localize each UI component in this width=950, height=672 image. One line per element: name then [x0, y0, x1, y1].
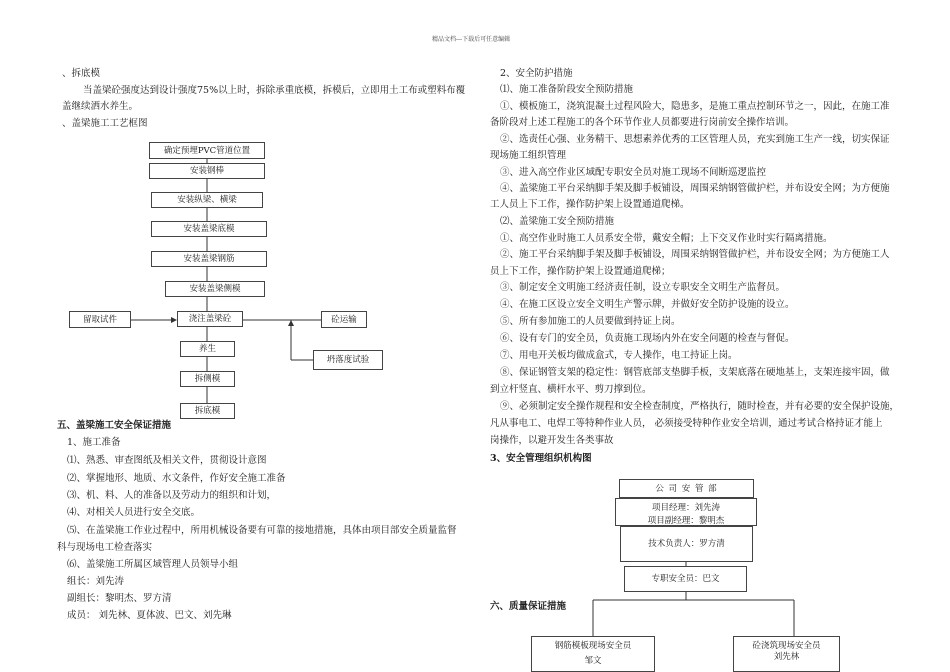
- section5-title: 五、盖梁施工安全保证措施: [57, 420, 172, 431]
- safety-line-16: ⑥、设有专门的安全员，负责施工现场内外在安全问题的检查与督促。: [500, 333, 795, 344]
- prep-item-4: ⑷、对相关人员进行安全交底。: [67, 507, 201, 518]
- safety-line-18: ⑧、保证钢管支架的稳定性：钢管底部支垫脚手板，支架底落在硬地基上，支架连接牢固，做: [500, 367, 890, 378]
- safety-line-14: ④、在施工区设立安全文明生产警示牌，并做好安全防护设施的设立。: [500, 299, 795, 310]
- flow-step-beams: 安装纵梁、横梁: [151, 192, 263, 208]
- prep-item-5: ⑸、在盖梁施工作业过程中，所用机械设备要有可靠的接地措施，具体由项目部安全质量监督: [67, 525, 457, 536]
- org-rebar-name: 邹文: [584, 656, 602, 666]
- prep-item-1: ⑴、熟悉、审查图纸及相关文件，贯彻设计意图: [67, 455, 267, 466]
- org-rebar-formwork-safety: [531, 636, 655, 672]
- section3-title: 3、安全管理组织机构图: [490, 453, 592, 464]
- safety-line-13: ③、制定安全文明施工经济责任制，设立专职安全文明生产监督员。: [500, 282, 786, 293]
- safety-line-9: ⑵、盖梁施工安全预防措施: [500, 216, 615, 227]
- flowchart-title: 、盖梁施工工艺框图: [62, 118, 148, 129]
- safety-line-21: 凡从事电工、电焊工等特种作业人员， 必须接受特种作业安全培训，通过考试合格持证才能上: [490, 418, 883, 429]
- org-concrete-name: 刘先林: [773, 652, 800, 662]
- flow-side-transport: 砼运输: [321, 311, 367, 328]
- flow-step-rebar: 安装盖梁钢筋: [151, 251, 267, 267]
- section2-title: 2、安全防护措施: [500, 68, 573, 79]
- safety-line-4: ②、选责任心强、业务精干、思想素养优秀的工区管理人员，充实到施工生产一线，切实保证: [500, 134, 890, 145]
- prep-item-6: ⑹、盖梁施工所属区域管理人员领导小组: [67, 559, 239, 570]
- safety-line-10: ①、高空作业时施工人员系安全带，戴安全帽；上下交叉作业时实行隔离措施。: [500, 233, 833, 244]
- safety-line-6: ③、进入高空作业区域配专职安全员对施工现场不间断巡逻监控: [500, 167, 767, 178]
- flow-step-side-form: 安装盖梁侧模: [165, 281, 265, 297]
- flow-step-steel-bar: 安装钢棒: [149, 163, 265, 179]
- safety-line-8: 工人员上下工作，操作防护架上设置通道爬梯。: [490, 199, 690, 210]
- safety-line-12: 员上下工作，操作防护架上设置通道爬梯；: [490, 266, 671, 277]
- flow-step-remove-bottom: 拆底模: [180, 403, 235, 419]
- section6-title: 六、质量保证措施: [490, 601, 567, 612]
- page-header: 精品文档---下载后可任意编辑: [432, 36, 511, 43]
- safety-line-19: 到立杆竖直、横杆水平、剪刀撑到位。: [490, 384, 652, 395]
- flow-step-pvc: 确定预埋PVC管道位置: [149, 142, 265, 159]
- team-leader: 组长：刘先涛: [67, 576, 125, 587]
- org-company-safety-dept: 公 司 安 管 部: [619, 479, 754, 498]
- flow-side-specimen: 留取试件: [69, 311, 131, 328]
- team-members: 成员： 刘先林、夏体波、巴文、刘先琳: [67, 610, 232, 621]
- remove-formwork-text-2: 盖继续洒水养生。: [62, 101, 139, 112]
- safety-line-3: 备阶段对上述工程施工的各个环节作业人员都要进行岗前安全操作培训。: [490, 117, 795, 128]
- remove-formwork-text-1: 当盖梁砼强度达到设计强度75%以上时，拆除承重底模，拆模后，立即用土工布或塑料布覆: [83, 85, 466, 96]
- flow-step-pour: 浇注盖梁砼: [177, 311, 243, 327]
- remove-formwork-title: 、拆底模: [62, 68, 101, 79]
- prep-item-3: ⑶、机、料、人的准备以及劳动力的组织和计划，: [67, 490, 277, 501]
- safety-line-15: ⑤、所有参加施工的人员要做到持证上岗。: [500, 316, 681, 327]
- safety-line-20: ⑨、必须制定安全操作规程和安全检查制度，严格执行，随时检查，并有必要的安全保护设施，: [500, 401, 900, 412]
- safety-line-11: ②、施工平台采纳脚手架及脚手板铺设，周围采纳钢管做护栏，并布设安全网；为方便施工人: [500, 249, 890, 260]
- org-rebar-role: 钢筋模板现场安全员: [554, 641, 632, 651]
- section5-subtitle: 1、施工准备: [67, 437, 121, 448]
- org-technical-lead: 技术负责人：罗方清: [620, 526, 753, 562]
- flow-side-slump-test: 坍落度试验: [313, 350, 383, 370]
- prep-item-2: ⑵、掌握地形、地质、水文条件，作好安全施工准备: [67, 473, 286, 484]
- org-concrete-safety: [733, 636, 840, 672]
- safety-line-7: ④、盖梁施工平台采纳脚手架及脚手板铺设，周围采纳钢管做护栏，并布设安全网；为方便施: [500, 183, 890, 194]
- safety-line-5: 现场施工组织管理: [490, 150, 567, 161]
- safety-line-1: ⑴、施工准备阶段安全预防措施: [500, 84, 634, 95]
- org-project-manager: 项目经理：刘先涛: [651, 503, 720, 513]
- safety-line-2: ①、模板施工，浇筑混凝土过程风险大，隐患多，是施工重点控制环节之一，因此，在施工准: [500, 101, 890, 112]
- safety-line-17: ⑦、用电开关板均做成盒式，专人操作，电工持证上岗。: [500, 350, 738, 361]
- flow-step-curing: 养生: [180, 341, 235, 357]
- team-deputy: 副组长：黎明杰、罗方清: [67, 593, 172, 604]
- org-project-managers: [615, 498, 757, 526]
- prep-item-5-cont: 科与现场电工检查落实: [57, 542, 153, 553]
- org-concrete-role: 砼浇筑现场安全员: [752, 641, 821, 651]
- flow-step-bottom-form: 安装盖梁底模: [151, 221, 267, 237]
- flow-step-remove-side: 拆侧模: [180, 371, 235, 387]
- org-safety-officer: 专职安全员：巴文: [624, 566, 747, 592]
- org-deputy-manager: 项目副经理：黎明杰: [647, 516, 725, 526]
- safety-line-22: 岗操作，以避开发生各类事故: [490, 435, 614, 446]
